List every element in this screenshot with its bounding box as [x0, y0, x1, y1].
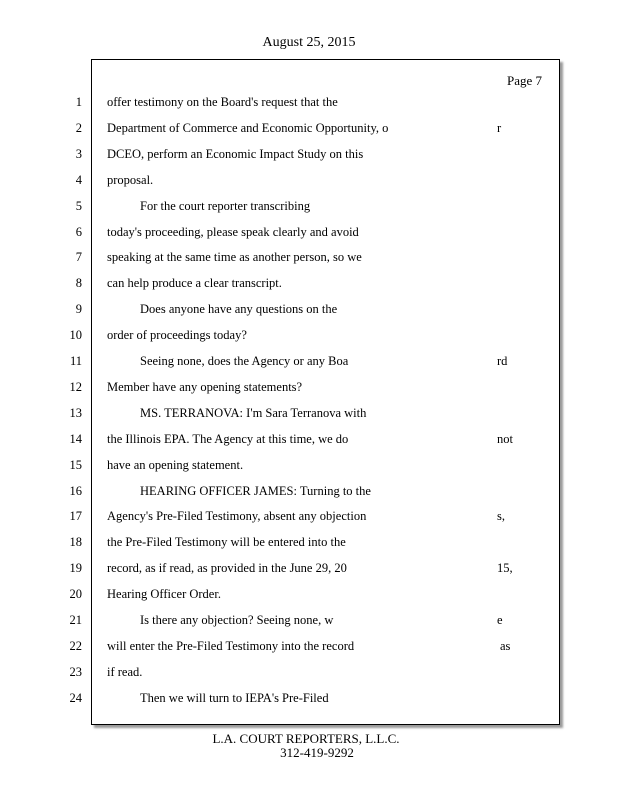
- line-number: 13: [69, 405, 82, 420]
- line-text: Member have any opening statements?: [107, 379, 303, 394]
- transcript-line: [0, 273, 618, 293]
- line-wrap-tail: r: [497, 120, 502, 135]
- transcript-line: [0, 558, 618, 578]
- page-number: Page 7: [506, 73, 542, 88]
- line-number: 11: [69, 354, 82, 368]
- line-wrap-tail: rd: [497, 354, 508, 368]
- line-text: proposal.: [107, 172, 154, 187]
- transcript-line: [0, 636, 618, 656]
- transcript-line: [0, 351, 618, 371]
- transcript-line: [0, 222, 618, 242]
- transcript-line: [0, 662, 618, 682]
- line-text: offer testimony on the Board's request that the: [107, 95, 338, 109]
- transcript-line: [0, 325, 618, 345]
- transcript-line: [0, 610, 618, 630]
- transcript-line: [0, 403, 618, 423]
- line-text: will enter the Pre-Filed Testimony into the record: [107, 638, 355, 653]
- line-text: the Pre-Filed Testimony will be entered into the: [107, 535, 346, 550]
- line-text: MS. TERRANOVA: I'm Sara Terranova with: [140, 405, 367, 420]
- line-number: 9: [75, 302, 82, 317]
- line-number: 5: [75, 198, 82, 213]
- line-number: 24: [69, 690, 82, 705]
- line-number: 16: [69, 483, 82, 498]
- transcript-date: August 25, 2015: [262, 35, 356, 50]
- transcript-line: [0, 455, 618, 475]
- transcript-line: [0, 506, 618, 526]
- footer-company: L.A. COURT REPORTERS, L.L.C.: [212, 731, 400, 746]
- line-text: if read.: [107, 664, 143, 679]
- line-text: the Illinois EPA. The Agency at this time, we do: [107, 431, 349, 446]
- line-text: record, as if read, as provided in the June 29, 20: [107, 561, 347, 576]
- line-number: 23: [69, 664, 82, 679]
- transcript-line: [0, 688, 618, 708]
- line-number: 22: [69, 638, 82, 653]
- line-text: Agency's Pre-Filed Testimony, absent any objection: [107, 509, 367, 524]
- line-text: Hearing Officer Order.: [107, 587, 221, 602]
- line-wrap-tail: as: [500, 638, 511, 653]
- line-text: can help produce a clear transcript.: [107, 276, 282, 291]
- line-number: 10: [69, 328, 82, 343]
- line-number: 19: [69, 561, 82, 576]
- transcript-line: [0, 299, 618, 319]
- transcript-line: [0, 92, 618, 112]
- line-wrap-tail: 15,: [497, 561, 513, 576]
- line-text: DCEO, perform an Economic Impact Study on this: [107, 146, 364, 161]
- transcript-line: [0, 118, 618, 138]
- transcript-line: [0, 170, 618, 190]
- line-wrap-tail: not: [497, 431, 513, 446]
- transcript-line: [0, 584, 618, 604]
- line-number: 1: [75, 95, 82, 109]
- line-text: HEARING OFFICER JAMES: Turning to the: [140, 483, 371, 498]
- line-wrap-tail: e: [497, 613, 503, 627]
- line-text: Then we will turn to IEPA's Pre-Filed: [140, 690, 329, 705]
- line-number: 15: [69, 457, 82, 472]
- line-text: For the court reporter transcribing: [140, 198, 311, 213]
- line-number: 14: [69, 431, 82, 446]
- line-text: Does anyone have any questions on the: [140, 302, 338, 317]
- line-text: speaking at the same time as another person, so we: [107, 250, 362, 265]
- line-text: today's proceeding, please speak clearly and avoid: [107, 224, 359, 239]
- transcript-line: [0, 377, 618, 397]
- line-number: 6: [75, 224, 82, 239]
- line-number: 21: [69, 613, 82, 627]
- line-number: 3: [75, 146, 82, 161]
- transcript-line: [0, 247, 618, 267]
- line-number: 8: [75, 276, 82, 291]
- line-wrap-tail: s,: [497, 509, 505, 524]
- footer-phone: 312-419-9292: [280, 745, 354, 760]
- line-number: 12: [69, 379, 82, 394]
- transcript-line: [0, 532, 618, 552]
- line-number: 17: [69, 509, 82, 524]
- line-text: Is there any objection? Seeing none, w: [140, 613, 334, 627]
- transcript-line: [0, 196, 618, 216]
- line-number: 20: [69, 587, 82, 602]
- line-number: 2: [75, 120, 82, 135]
- line-text: Seeing none, does the Agency or any Boa: [140, 354, 349, 368]
- line-text: Department of Commerce and Economic Opportunity, o: [107, 120, 389, 135]
- line-text: have an opening statement.: [107, 457, 244, 472]
- transcript-line: [0, 481, 618, 501]
- line-number: 7: [75, 250, 82, 265]
- line-text: order of proceedings today?: [107, 328, 247, 343]
- transcript-line: [0, 429, 618, 449]
- transcript-line: [0, 144, 618, 164]
- line-number: 18: [69, 535, 82, 550]
- line-number: 4: [75, 172, 82, 187]
